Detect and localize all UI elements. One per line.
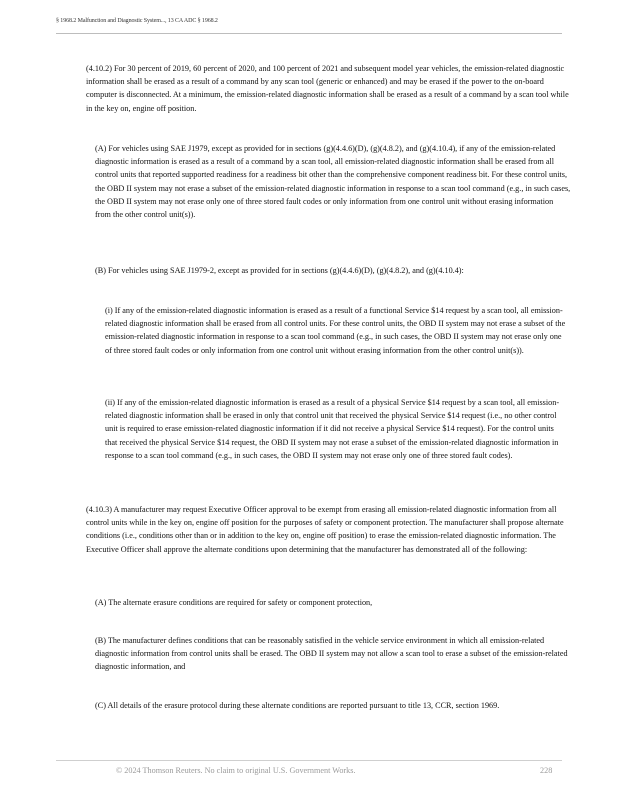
paragraph-4-10-2-b-ii: (ii) If any of the emission-related diagnostic information is erased as a result of a physical Service $14 request by a scan tool, all emission-related diagnostic information shall be erased in only that control unit that received the physical Service $14 request (i.e., no other control unit is required to erase emission-related diagnostic information if it did not receive a physical Service $14 request). For the control units that received the physical Service $14 request, the OBD II system may not erase a subset of the emission-related diagnostic information in response to a scan tool command (e.g., in such cases, the OBD II system may not erase only one of three stored fault codes).	[105, 398, 560, 460]
paragraph-4-10-2-a: (A) For vehicles using SAE J1979, except as provided for in sections (g)(4.4.6)(D), (g)(4.8.2), and (g)(4.10.4), if any of the emission-related diagnostic information is erased as a result of a command by a scan tool, all emission-related diagnostic information shall be erased from all control units that reported supported readiness for a readiness bit other than the comprehensive component readiness bit. For these control units, the OBD II system may not erase a subset of the emission-related diagnostic information in response to a scan tool command (e.g., in such cases, the OBD II system may not erase only one of three stored fault codes or only information from one control unit without erasing information from the other control unit(s)).	[95, 144, 571, 220]
footer-divider	[56, 760, 562, 761]
paragraph-4-10-3-b: (B) The manufacturer defines conditions that can be reasonably satisfied in the vehicle service environment in which all emission-related diagnostic information from control units shall be erased. The OBD II system may not allow a scan tool to erase a subset of the emission-related diagnostic information, and	[95, 636, 568, 672]
header-divider	[56, 33, 562, 34]
paragraph-4-10-2: (4.10.2) For 30 percent of 2019, 60 percent of 2020, and 100 percent of 2021 and subsequent model year vehicles, the emission-related diagnostic information shall be erased as a result of a command by any scan tool (generic or enhanced) and may be erased if the power to the on-board computer is disconnected. At a minimum, the emission-related diagnostic information shall be erased as a result of a command by a scan tool while in the key on, engine off position.	[86, 64, 569, 113]
footer-copyright: © 2024 Thomson Reuters. No claim to original U.S. Government Works.	[116, 766, 356, 775]
running-header: § 1968.2 Malfunction and Diagnostic System..., 13 CA ADC § 1968.2	[56, 18, 218, 24]
paragraph-4-10-3-a: (A) The alternate erasure conditions are required for safety or component protection,	[95, 598, 373, 607]
paragraph-4-10-2-b-i: (i) If any of the emission-related diagnostic information is erased as a result of a functional Service $14 request by a scan tool, all emission-related diagnostic information shall be erased from all control units. For these control units, the OBD II system may not erase a subset of the emission-related diagnostic information in response to a scan tool command (e.g., in such cases, the OBD II system may not erase only one of three stored fault codes or only information from one control unit without erasing information from the other control unit(s)).	[105, 306, 566, 355]
paragraph-4-10-3-c: (C) All details of the erasure protocol during these alternate conditions are reported pursuant to title 13, CCR, section 1969.	[95, 701, 500, 710]
paragraph-4-10-3: (4.10.3) A manufacturer may request Executive Officer approval to be exempt from erasing all emission-related diagnostic information from all control units while in the key on, engine off position for the purposes of safety or component protection. The manufacturer shall propose alternate conditions (i.e., conditions other than or in addition to the key on, engine off position) to erase the emission-related diagnostic information. The Executive Officer shall approve the alternate conditions upon determining that the manufacturer has demonstrated all of the following:	[86, 505, 564, 554]
paragraph-4-10-2-b: (B) For vehicles using SAE J1979-2, except as provided for in sections (g)(4.4.6)(D), (g)(4.8.2), and (g)(4.10.4):	[95, 266, 464, 275]
page-number: 228	[540, 766, 553, 775]
